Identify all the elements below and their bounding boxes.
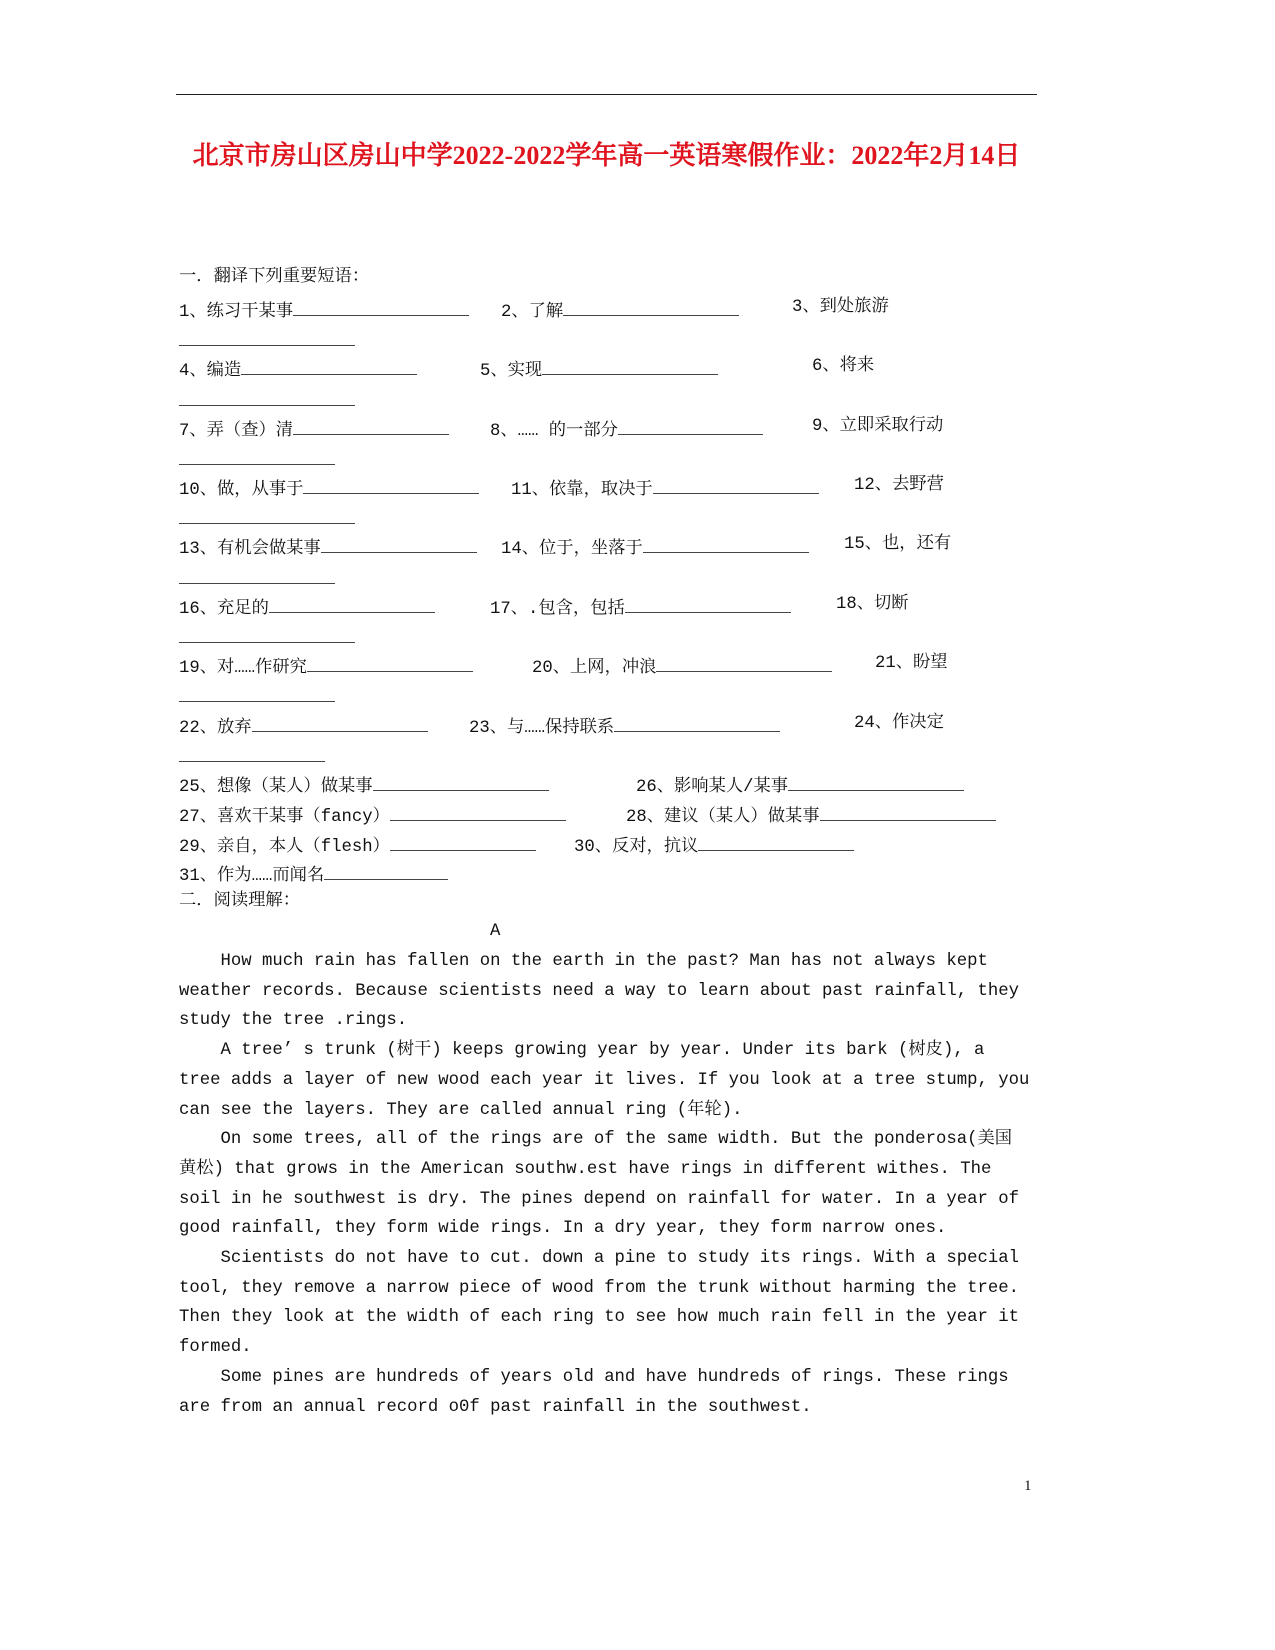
- vocab-item: [511, 476, 819, 501]
- vocab-item: [179, 417, 449, 442]
- passage-line: A tree’ s trunk (树干) keeps growing year by year. Under its bark (树皮), a: [179, 1041, 985, 1061]
- vocab-label: 6、将来: [812, 357, 875, 376]
- answer-blank[interactable]: [542, 357, 718, 375]
- passage-line: formed.: [179, 1338, 252, 1358]
- passage-label: A: [490, 922, 501, 941]
- page-title: 北京市房山区房山中学2022-2022学年高一英语寒假作业：2022年2月14日: [192, 141, 1021, 170]
- passage-line: Some pines are hundreds of years old and have hundreds of rings. These rings: [179, 1367, 1009, 1387]
- answer-blank[interactable]: [820, 803, 996, 821]
- answer-blank[interactable]: [653, 476, 819, 494]
- vocab-label: 12、去野营: [854, 476, 944, 495]
- answer-blank[interactable]: [390, 833, 536, 851]
- answer-blank[interactable]: [563, 298, 739, 316]
- passage-line: tool, they remove a narrow piece of wood from the trunk without harming the tree.: [179, 1278, 1020, 1298]
- answer-blank[interactable]: [293, 298, 469, 316]
- vocab-label: 11、依靠，取决于: [511, 481, 653, 500]
- passage-line: How much rain has fallen on the earth in the past? Man has not always kept: [179, 952, 988, 971]
- answer-blank-continuation[interactable]: [179, 464, 335, 465]
- vocab-label: 8、…… 的一部分: [490, 422, 618, 441]
- vocab-label: 7、弄（查）清: [179, 422, 294, 441]
- vocab-label: 23、与……保持联系: [469, 719, 615, 738]
- vocab-label: 20、上网，冲浪: [532, 659, 657, 678]
- passage-line: are from an annual record o0f past rainfall in the southwest.: [179, 1397, 812, 1417]
- vocab-label: 24、作决定: [854, 714, 944, 733]
- vocab-label: 21、盼望: [875, 654, 948, 673]
- vocab-label: 25、想像（某人）做某事: [179, 778, 373, 797]
- passage-line: 黄松) that grows in the American southw.est have rings in different withes. The: [179, 1159, 992, 1179]
- vocab-label: 5、实现: [480, 362, 543, 381]
- vocab-item: [179, 654, 473, 679]
- vocab-label: 1、练习干某事: [179, 303, 294, 322]
- vocab-item: [179, 357, 417, 382]
- vocab-item: [574, 833, 854, 858]
- vocab-item: [532, 654, 832, 679]
- passage-line: On some trees, all of the rings are of the same width. But the ponderosa(美国: [179, 1130, 1013, 1150]
- answer-blank[interactable]: [625, 595, 791, 613]
- vocab-item: [469, 714, 780, 739]
- answer-blank[interactable]: [390, 803, 566, 821]
- answer-blank-continuation[interactable]: [179, 345, 355, 346]
- vocab-label: 18、切断: [836, 595, 909, 614]
- answer-blank-continuation[interactable]: [179, 642, 355, 643]
- answer-blank[interactable]: [307, 654, 473, 672]
- vocab-label: 16、充足的: [179, 600, 269, 619]
- answer-blank[interactable]: [656, 654, 832, 672]
- vocab-item: [179, 595, 435, 620]
- vocab-item: [636, 773, 964, 798]
- vocab-item: [812, 357, 874, 377]
- vocab-item: [179, 773, 549, 798]
- answer-blank[interactable]: [614, 714, 780, 732]
- vocab-label: 29、亲自，本人（flesh）: [179, 838, 390, 857]
- passage-line: weather records. Because scientists need a way to learn about past rainfall, they: [179, 981, 1020, 1001]
- vocab-item: [792, 298, 889, 318]
- vocab-label: 3、到处旅游: [792, 298, 889, 317]
- vocab-label: 22、放弃: [179, 719, 252, 738]
- passage-line: Scientists do not have to cut. down a pine to study its rings. With a special: [179, 1249, 1020, 1268]
- answer-blank-continuation[interactable]: [179, 701, 335, 702]
- header-rule: [176, 94, 1037, 95]
- answer-blank-continuation[interactable]: [179, 583, 335, 584]
- vocab-item: [844, 535, 951, 555]
- answer-blank[interactable]: [241, 357, 417, 375]
- answer-blank-continuation[interactable]: [179, 523, 355, 524]
- answer-blank[interactable]: [303, 476, 479, 494]
- vocab-item: [179, 535, 477, 560]
- vocab-label: 10、做，从事于: [179, 481, 304, 500]
- vocab-label: 9、立即采取行动: [812, 417, 944, 436]
- vocab-item: [501, 298, 739, 323]
- answer-blank-continuation[interactable]: [179, 761, 325, 762]
- answer-blank[interactable]: [698, 833, 854, 851]
- answer-blank[interactable]: [269, 595, 435, 613]
- passage-line: study the tree .rings.: [179, 1011, 408, 1031]
- passage-line: soil in he southwest is dry. The pines depend on rainfall for water. In a year of: [179, 1189, 1020, 1209]
- answer-blank[interactable]: [618, 417, 763, 435]
- vocab-label: 31、作为……而闻名: [179, 867, 325, 886]
- vocab-label: 26、影响某人/某事: [636, 778, 789, 797]
- page-number: 1: [1024, 1478, 1032, 1494]
- answer-blank-continuation[interactable]: [179, 405, 355, 406]
- vocab-label: 19、对……作研究: [179, 659, 307, 678]
- vocab-item: [179, 476, 479, 501]
- vocab-item: [179, 298, 469, 323]
- vocab-label: 2、了解: [501, 303, 564, 322]
- vocab-item: [179, 803, 566, 828]
- vocab-item: [812, 417, 943, 437]
- vocab-item: [501, 535, 809, 560]
- passage-line: good rainfall, they form wide rings. In a dry year, they form narrow ones.: [179, 1219, 947, 1239]
- section1-heading: 一．翻译下列重要短语：: [179, 268, 370, 287]
- vocab-label: 30、反对，抗议: [574, 838, 699, 857]
- vocab-label: 17、.包含，包括: [490, 600, 625, 619]
- vocab-label: 13、有机会做某事: [179, 540, 321, 559]
- vocab-item: [875, 654, 948, 674]
- vocab-item: [480, 357, 718, 382]
- vocab-label: 4、编造: [179, 362, 242, 381]
- vocab-item: [179, 862, 448, 887]
- passage-line: can see the layers. They are called annual ring (年轮).: [179, 1100, 743, 1120]
- vocab-item: [836, 595, 909, 615]
- vocab-label: 27、喜欢干某事（fancy）: [179, 808, 390, 827]
- answer-blank[interactable]: [293, 417, 449, 435]
- vocab-item: [854, 476, 944, 496]
- answer-blank[interactable]: [373, 773, 549, 791]
- vocab-label: 14、位于，坐落于: [501, 540, 643, 559]
- vocab-item: [490, 417, 763, 442]
- answer-blank[interactable]: [643, 535, 809, 553]
- vocab-item: [179, 833, 536, 858]
- answer-blank[interactable]: [321, 535, 477, 553]
- passage-line: tree adds a layer of new wood each year it lives. If you look at a tree stump, you: [179, 1070, 1030, 1090]
- vocab-item: [490, 595, 791, 620]
- passage-line: Then they look at the width of each ring to see how much rain fell in the year it: [179, 1308, 1020, 1328]
- vocab-label: 28、建议（某人）做某事: [626, 808, 820, 827]
- vocab-label: 15、也，还有: [844, 535, 952, 554]
- answer-blank[interactable]: [324, 862, 448, 880]
- answer-blank[interactable]: [252, 714, 428, 732]
- vocab-item: [854, 714, 944, 734]
- answer-blank[interactable]: [788, 773, 964, 791]
- section2-heading: 二．阅读理解：: [179, 892, 300, 911]
- vocab-item: [179, 714, 428, 739]
- vocab-item: [626, 803, 996, 828]
